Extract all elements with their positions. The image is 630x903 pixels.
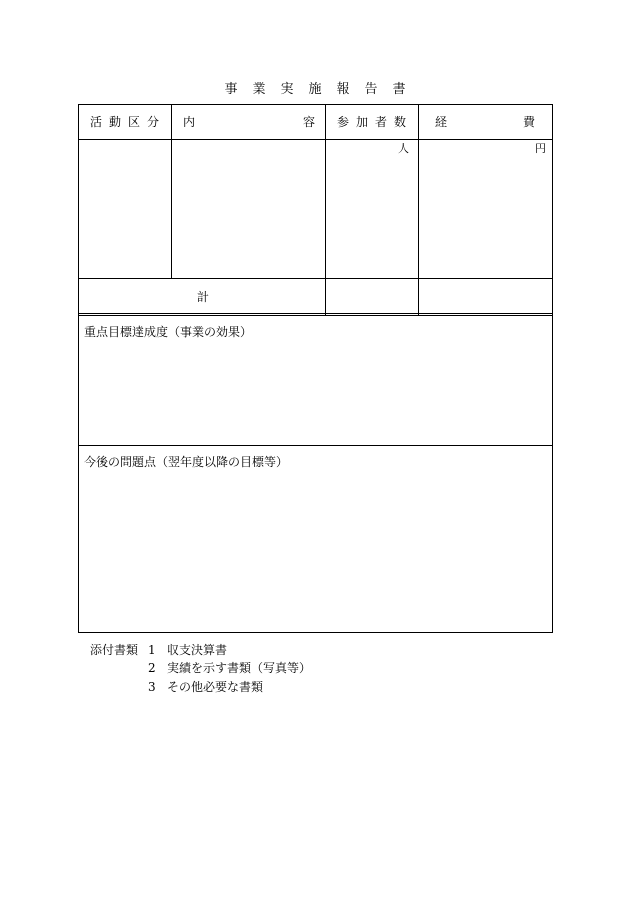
expense-unit: 円 <box>535 142 546 155</box>
attachment-text-3: その他必要な書類 <box>167 680 264 694</box>
participants-unit: 人 <box>398 142 409 155</box>
header-divider <box>78 139 553 140</box>
total-label: 計 <box>197 290 210 304</box>
attachment-text-1: 収支決算書 <box>167 643 228 657</box>
col-divider-1 <box>171 104 172 278</box>
header-content-left: 内 <box>183 115 196 129</box>
header-participants: 参加者数 <box>337 115 414 129</box>
total-divider <box>78 278 553 279</box>
attachment-text-2: 実績を示す書類（写真等） <box>167 661 312 675</box>
header-expense-left: 経 <box>435 115 448 129</box>
header-expense-right: 費 <box>523 115 536 129</box>
attachments-label: 添付書類 <box>90 643 139 657</box>
attachment-number-1: 1 <box>148 643 156 657</box>
header-content-right: 容 <box>303 115 316 129</box>
header-category: 活動区分 <box>90 115 167 129</box>
table-bottom-double <box>78 313 553 314</box>
section-divider <box>78 445 553 446</box>
report-sections <box>78 315 553 633</box>
achievement-label: 重点目標達成度（事業の効果） <box>84 325 253 339</box>
attachment-number-2: 2 <box>148 661 156 675</box>
col-divider-2 <box>325 104 326 315</box>
activity-table <box>78 104 553 316</box>
attachment-number-3: 3 <box>148 680 156 694</box>
issues-label: 今後の問題点（翌年度以降の目標等） <box>84 455 289 469</box>
document-title: 事業実施報告書 <box>224 82 421 97</box>
col-divider-3 <box>418 104 419 315</box>
